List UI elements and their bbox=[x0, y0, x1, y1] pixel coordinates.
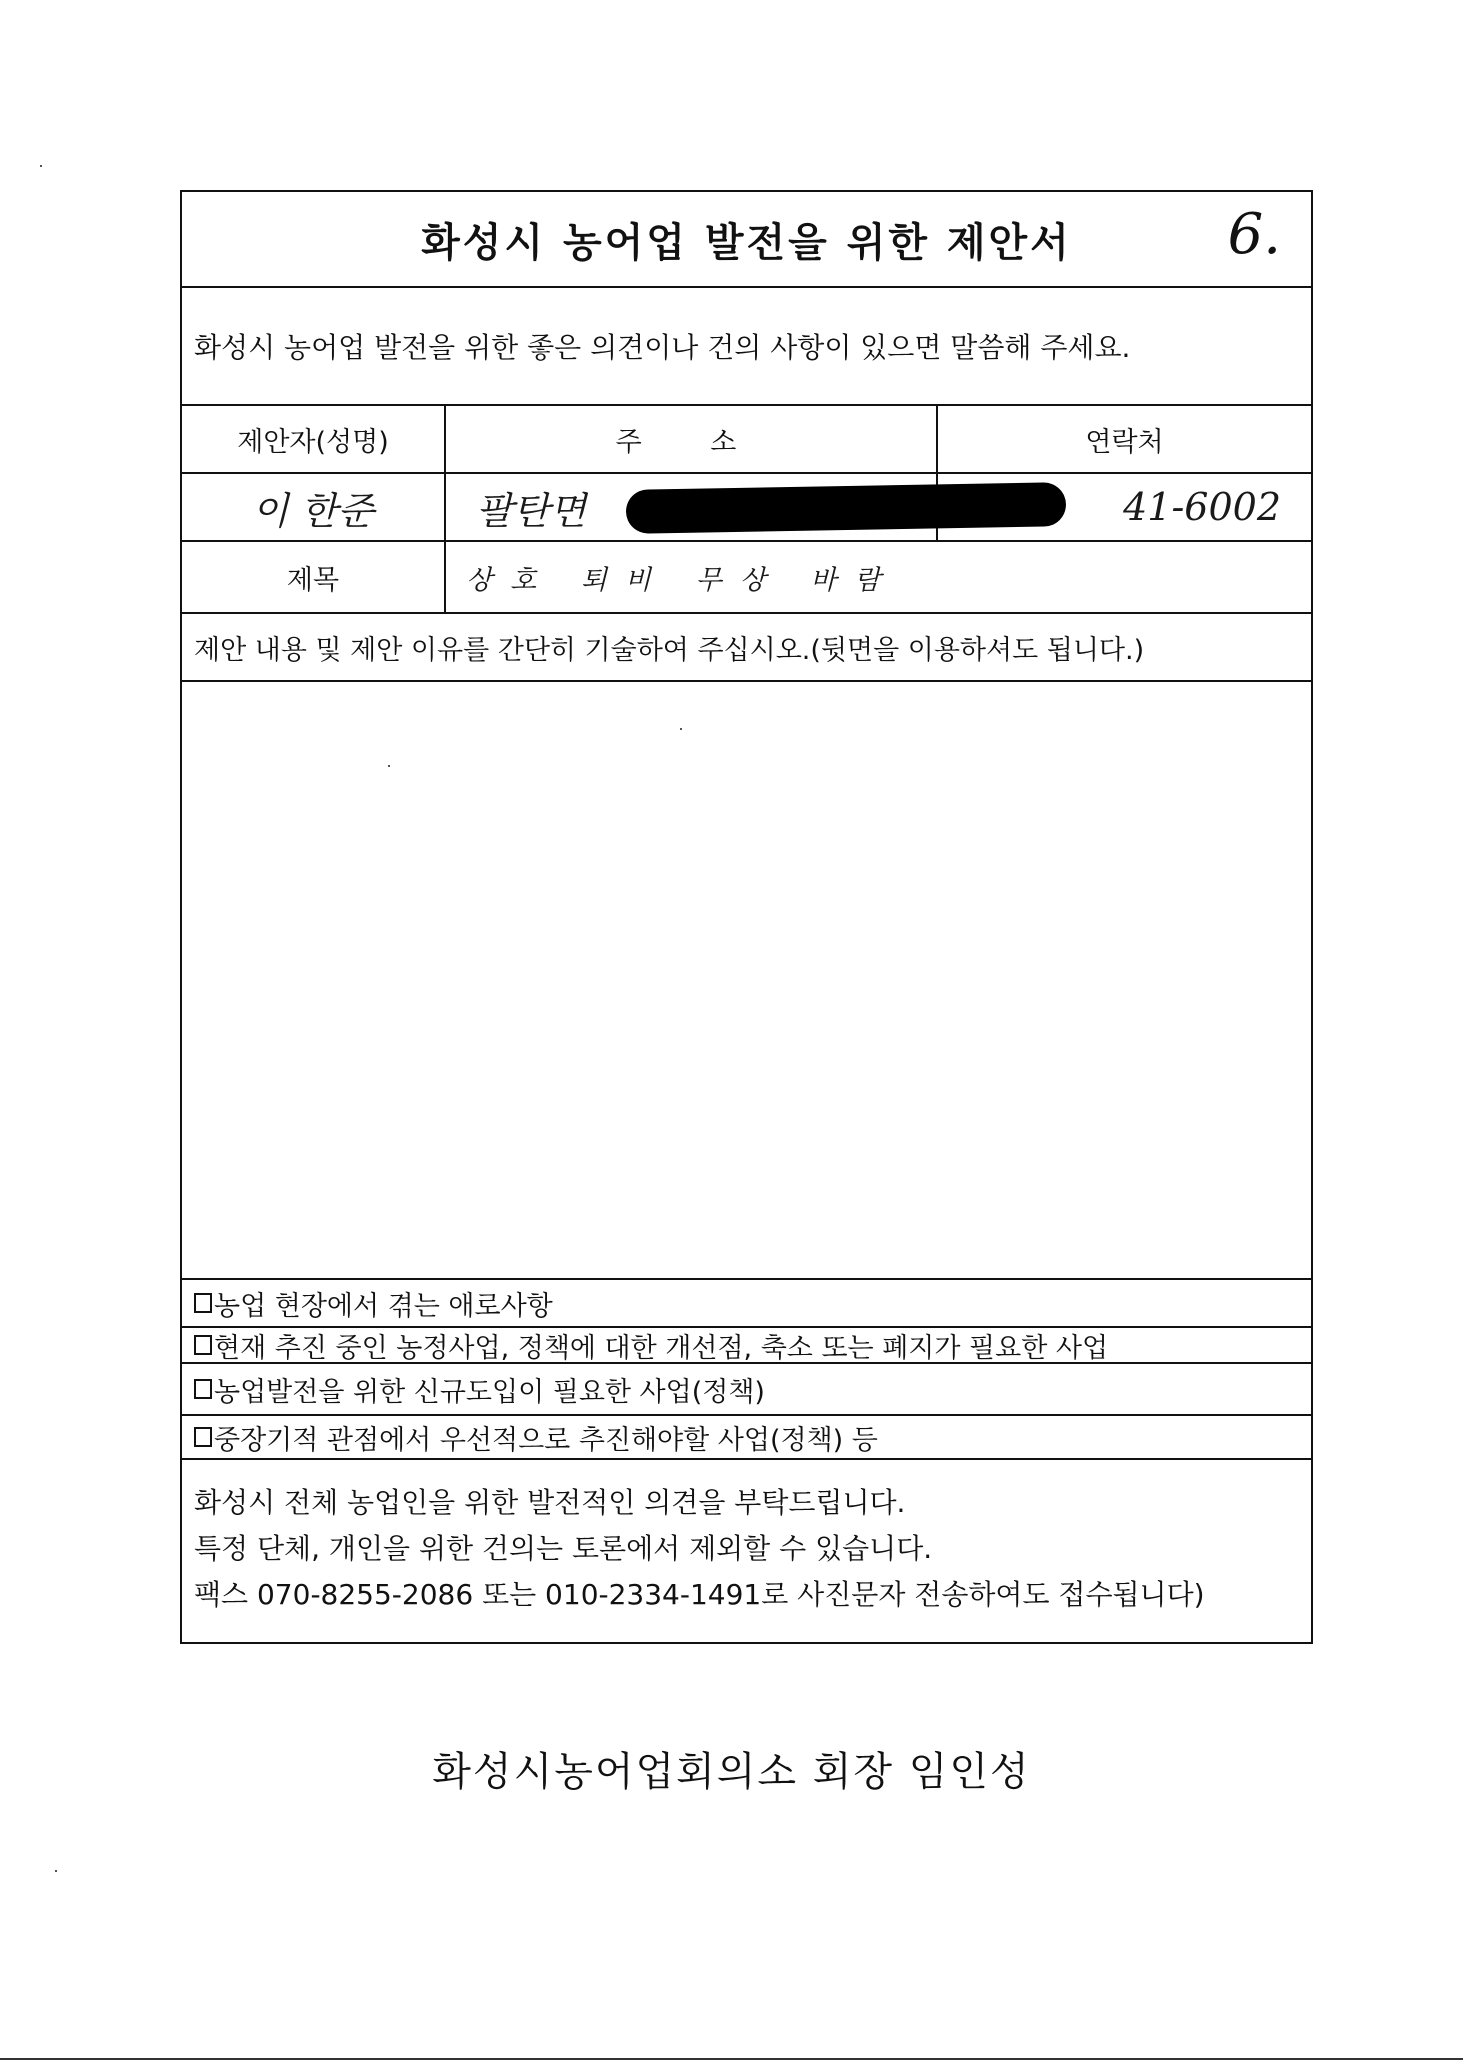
proposer-name-field[interactable] bbox=[182, 474, 446, 540]
address-handwritten: 팔탄면 bbox=[476, 488, 587, 533]
subject-field[interactable]: 상호 퇴비 무상 바람 bbox=[466, 564, 899, 596]
entry-row bbox=[182, 474, 1311, 542]
proposal-form bbox=[180, 190, 1313, 1644]
checklist-item bbox=[182, 1416, 1311, 1460]
checklist-label: 중장기적 관점에서 우선적으로 추진해야할 사업(정책) 등 bbox=[214, 1424, 878, 1456]
form-title: 화성시 농어업 발전을 위한 제안서 bbox=[421, 219, 1072, 266]
scan-speck bbox=[40, 165, 42, 167]
scan-edge-line bbox=[0, 2058, 1463, 2060]
contact-header: 연락처 bbox=[1085, 426, 1164, 458]
scan-speck bbox=[55, 1870, 57, 1872]
checklist-label: 농업발전을 위한 신규도입이 필요한 사업(정책) bbox=[214, 1376, 765, 1408]
checkbox-icon[interactable] bbox=[194, 1293, 212, 1313]
address-field[interactable] bbox=[446, 474, 938, 540]
address-header: 주 소 bbox=[446, 406, 938, 472]
notice-block bbox=[182, 1460, 1311, 1642]
checkbox-icon[interactable] bbox=[194, 1379, 212, 1399]
notice-line: 팩스 070-8255-2086 또는 010-2334-1491로 사진문자 전송하여도 접수됩니다) bbox=[194, 1578, 1205, 1611]
redaction-mark bbox=[626, 482, 1067, 534]
checklist-item bbox=[182, 1280, 1311, 1328]
checkbox-icon[interactable] bbox=[194, 1427, 212, 1447]
proposal-content-area[interactable] bbox=[182, 682, 1311, 1280]
proposer-name-handwritten: 이 한준 bbox=[251, 488, 375, 533]
header-row bbox=[182, 406, 1311, 474]
checklist-label: 현재 추진 중인 농정사업, 정책에 대한 개선점, 축소 또는 폐지가 필요한 사업 bbox=[214, 1332, 1109, 1364]
subject-label: 제목 bbox=[182, 542, 446, 612]
checklist-item bbox=[182, 1364, 1311, 1416]
instruction-text: 제안 내용 및 제안 이유를 간단히 기술하여 주십시오.(뒷면을 이용하셔도 됩니다.) bbox=[182, 614, 1311, 682]
proposer-header: 제안자(성명) bbox=[182, 406, 446, 472]
checklist-item bbox=[182, 1328, 1311, 1364]
intro-text: 화성시 농어업 발전을 위한 좋은 의견이나 건의 사항이 있으면 말씀해 주세요. bbox=[182, 288, 1311, 406]
scan-speck bbox=[388, 765, 390, 767]
checklist-label: 농업 현장에서 겪는 애로사항 bbox=[214, 1290, 553, 1322]
subject-row bbox=[182, 542, 1311, 614]
footer-signature: 화성시농어업회의소 회장 임인성 bbox=[432, 1749, 1031, 1795]
form-title-row bbox=[182, 192, 1311, 288]
notice-line: 화성시 전체 농업인을 위한 발전적인 의견을 부탁드립니다. bbox=[194, 1486, 906, 1519]
contact-handwritten: 41-6002 bbox=[1123, 485, 1281, 529]
page-number: 6. bbox=[1227, 202, 1281, 267]
scan-speck bbox=[680, 728, 682, 730]
checkbox-icon[interactable] bbox=[194, 1335, 212, 1355]
notice-line: 특정 단체, 개인을 위한 건의는 토론에서 제외할 수 있습니다. bbox=[194, 1532, 933, 1565]
